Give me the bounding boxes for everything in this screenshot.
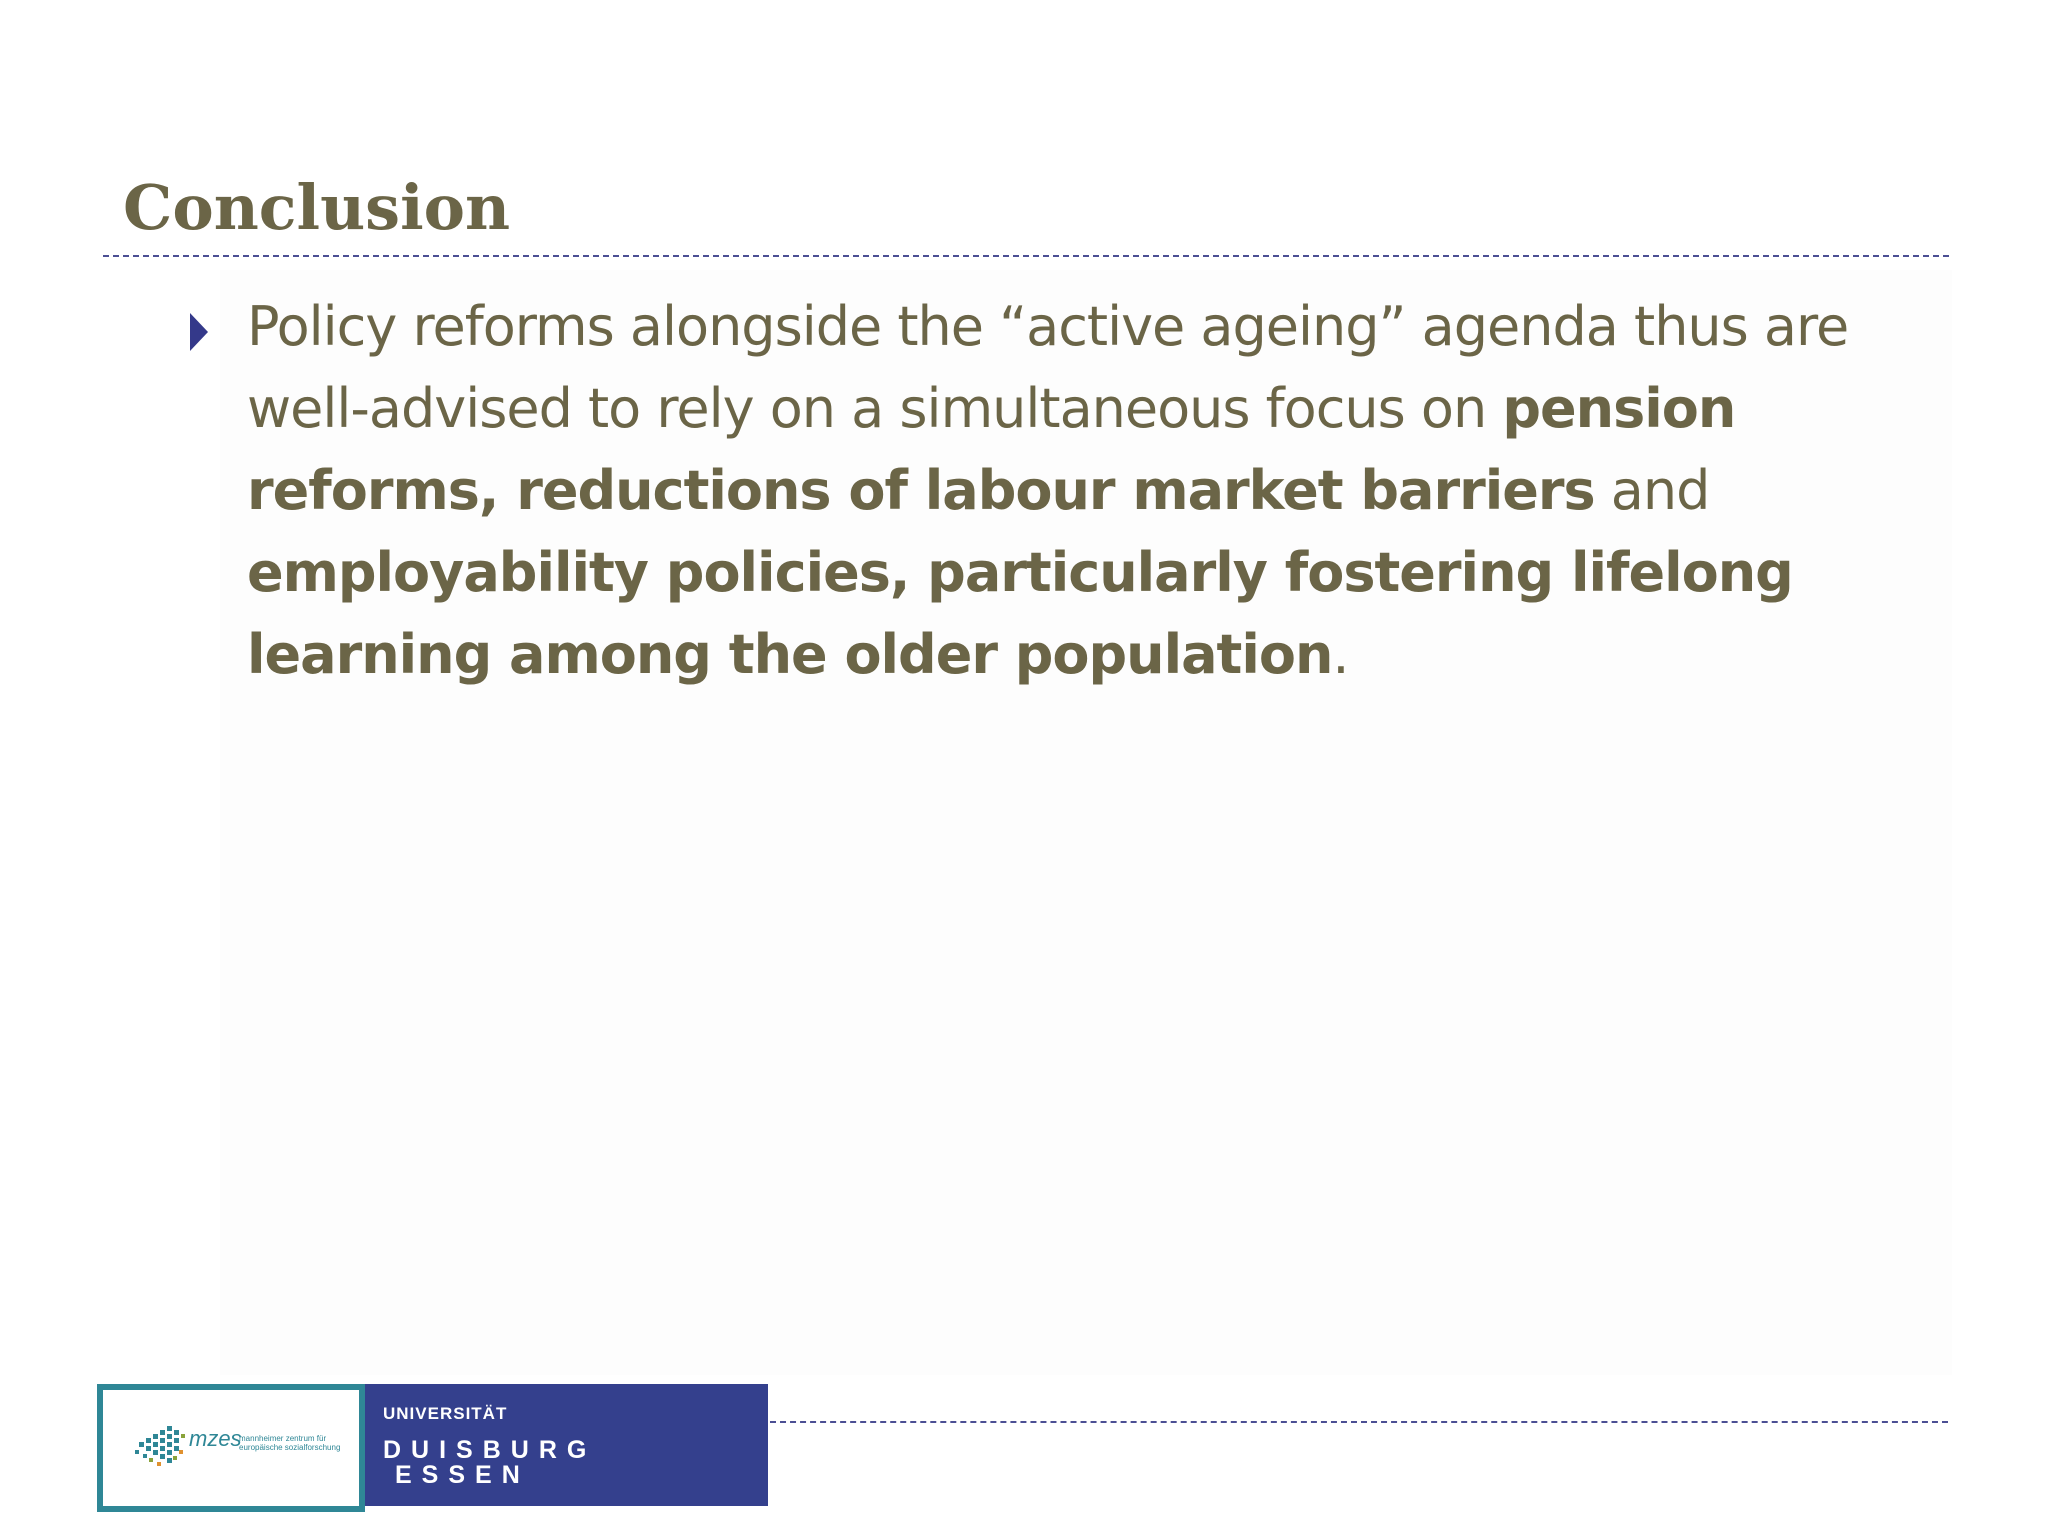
mzes-subtitle: mannheimer zentrum für europäische sozialforschung bbox=[239, 1434, 341, 1452]
bullet-segment: . bbox=[1332, 623, 1349, 686]
footer-divider bbox=[770, 1421, 1948, 1423]
ude-logo-line1: UNIVERSITÄT bbox=[383, 1404, 508, 1423]
bullet-text bbox=[247, 286, 1967, 696]
triangle-bullet-icon bbox=[190, 313, 208, 351]
bullet-segment: Policy reforms alongside the “active ageing” agenda thus are well-advised to rely on a simultaneous focus on bbox=[247, 295, 1849, 440]
ude-logo-line3: ESSEN bbox=[395, 1461, 530, 1489]
mzes-wordmark: mzes bbox=[189, 1426, 242, 1451]
mzes-logo bbox=[97, 1384, 365, 1512]
ude-logo-line2: DUISBURG bbox=[383, 1436, 597, 1464]
bullet-segment-bold: pension reforms, reductions of labour market barriers bbox=[247, 377, 1736, 522]
ude-logo bbox=[365, 1384, 768, 1506]
title-divider bbox=[103, 255, 1949, 257]
bullet-segment: and bbox=[1594, 459, 1710, 522]
slide-title: Conclusion bbox=[123, 171, 511, 244]
bullet-segment-bold: employability policies, particularly fostering lifelong learning among the older population bbox=[247, 541, 1793, 686]
